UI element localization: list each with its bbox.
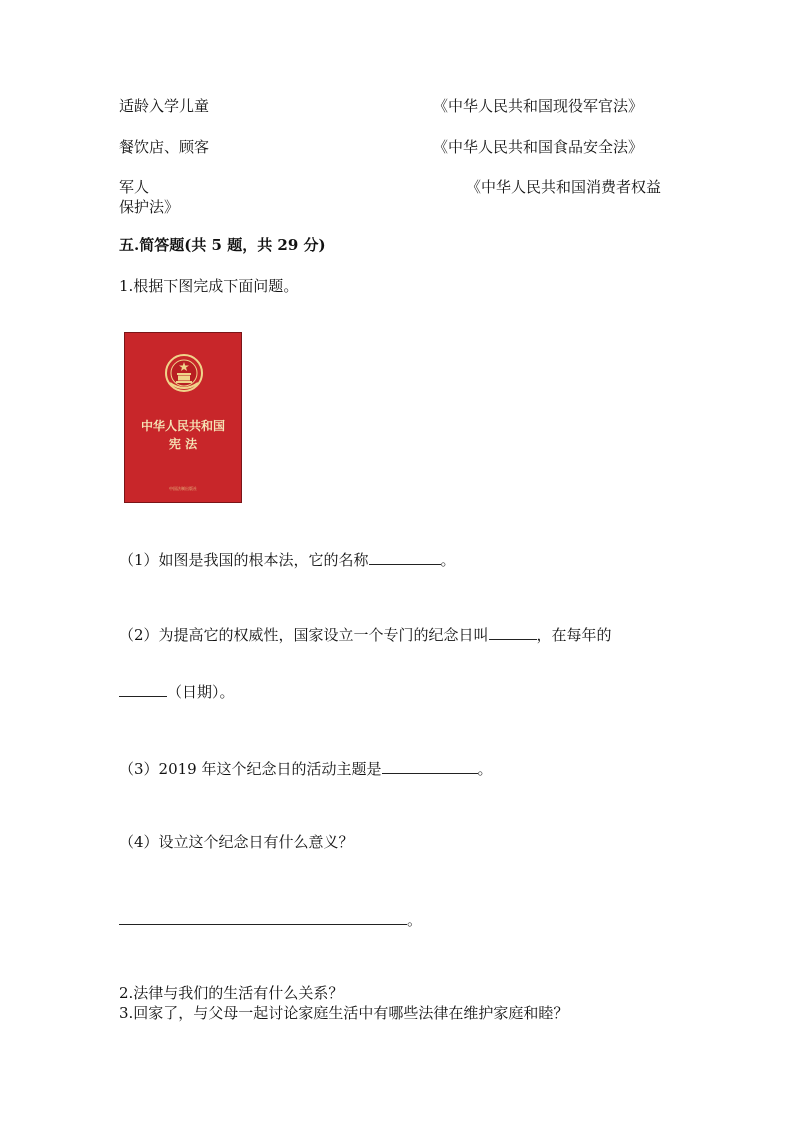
- book-publisher: 中国法制出版社: [169, 486, 197, 491]
- question-2-prompt: 2.法律与我们的生活有什么关系？: [119, 984, 344, 1002]
- sub-question-1-end: 。: [440, 551, 456, 569]
- sub-question-4-end: 。: [407, 911, 423, 929]
- national-emblem-icon: [164, 353, 204, 393]
- book-title-line2: 宪 法: [168, 437, 198, 451]
- answer-blank-2b[interactable]: [119, 682, 167, 697]
- sub-question-4-answer: [119, 910, 422, 929]
- match-left-2: 餐饮店、顾客: [119, 138, 210, 156]
- sub-question-4: （4）设立这个纪念日有什么意义？: [119, 833, 354, 851]
- sub-question-2-end: （日期）。: [167, 683, 235, 701]
- answer-blank-4[interactable]: [119, 910, 407, 925]
- sub-question-2-cont: [119, 682, 235, 701]
- match-left-1: 适龄入学儿童: [119, 97, 210, 115]
- answer-blank-2a[interactable]: [489, 625, 537, 640]
- sub-question-1: [119, 550, 456, 569]
- sub-question-2-middle: ，在每年的: [536, 626, 612, 644]
- question-3-prompt: 3.回家了，与父母一起讨论家庭生活中有哪些法律在维护家庭和睦？: [119, 1004, 569, 1022]
- sub-question-2: [119, 625, 612, 644]
- constitution-book-image: [124, 332, 242, 503]
- match-right-3: 《中华人民共和国消费者权益: [466, 178, 662, 196]
- sub-question-3: [119, 759, 493, 778]
- match-right-3-continuation: 保护法》: [119, 198, 180, 216]
- sub-question-3-text: （3）2019 年这个纪念日的活动主题是: [119, 760, 382, 778]
- section-heading: 五.简答题(共 5 题，共 29 分): [119, 236, 326, 254]
- sub-question-3-end: 。: [477, 760, 493, 778]
- match-left-3: 军人: [119, 178, 150, 196]
- sub-question-2-text: （2）为提高它的权威性，国家设立一个专门的纪念日叫: [119, 626, 489, 644]
- book-title-line1: 中华人民共和国: [140, 419, 225, 433]
- match-right-2: 《中华人民共和国食品安全法》: [433, 138, 644, 156]
- answer-blank-3[interactable]: [382, 759, 478, 774]
- match-right-1: 《中华人民共和国现役军官法》: [433, 97, 644, 115]
- sub-question-1-text: （1）如图是我国的根本法，它的名称: [119, 551, 369, 569]
- answer-blank-1[interactable]: [369, 550, 441, 565]
- question-1-prompt: 1.根据下图完成下面问题。: [119, 277, 299, 295]
